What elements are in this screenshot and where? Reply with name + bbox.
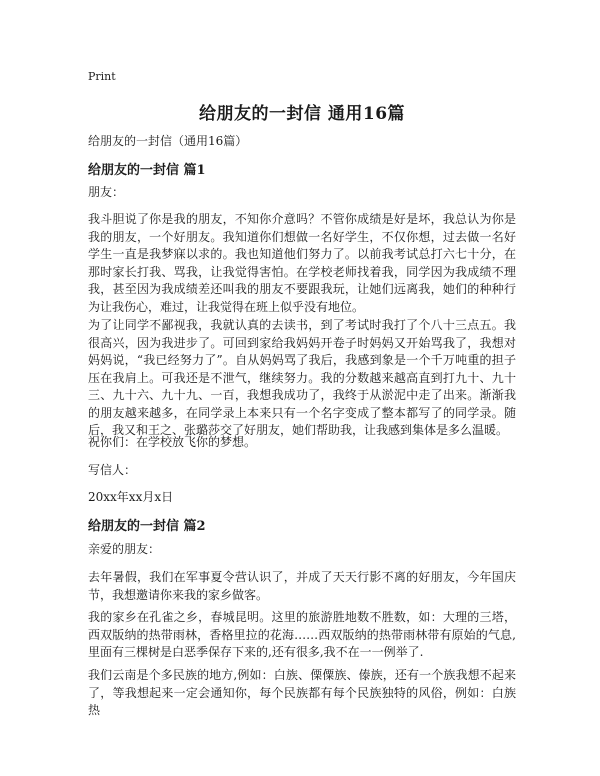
section-1-signature-label: 写信人： xyxy=(88,463,137,477)
section-2-paragraph-3: 我们云南是个多民族的地方,例如：白族、傈僳族、傣族，还有一个族我想不起来了，等我想起来一定会通知你，每个民族都有每个民族独特的风俗，例如：白族热 xyxy=(88,668,516,717)
section-1-paragraph-2: 为了让同学不鄙视我，我就认真的去读书，到了考试时我打了个八十三点五。我很高兴，因为我进步了。可回到家给我妈妈开卷子时妈妈又开始骂我了，我想对妈妈说，“我已经努力了”。自从妈妈骂了我后，我感到象是一个千万吨重的担子压在我肩上。可我还是不泄气，继续努力。我的分数越来越高直到打九十、九十三、九十六、九十九、一百，我想我成功了，我终于从淤泥中走了出来。渐渐我的朋友越来越多，在同学录上本来只有一个名字变成了整本都写了的同学录。随后，我又和王之、张璐莎交了好朋友，她们帮助我，让我感到集体是多么温暖。 xyxy=(88,318,516,437)
document-title: 给朋友的一封信 通用16篇 xyxy=(198,104,406,124)
print-link[interactable]: Print xyxy=(88,70,116,83)
document-subtitle: 给朋友的一封信（通用16篇） xyxy=(88,134,248,148)
section-2-heading: 给朋友的一封信 篇2 xyxy=(88,519,206,534)
section-1-wish: 祝你们：在学校放飞你的梦想。 xyxy=(88,435,257,449)
section-1-salutation: 朋友： xyxy=(88,185,125,199)
section-1-paragraph-1: 我斗胆说了你是我的朋友，不知你介意吗？不管你成绩是好是坏，我总认为你是我的朋友，一个好朋友。我知道你们想做一名好学生，不仅你想，过去做一名好学生一直是我梦寐以求的。我也知道他们努力了。以前我考试总打六七十分，在那时家长打我、骂我，让我觉得害怕。在学校老师找着我，同学因为我成绩不理我，甚至因为我成绩差还叫我的朋友不要跟我玩，让她们远离我，她们的种种行为让我伤心，难过，让我觉得在班上似乎没有地位。 xyxy=(88,212,516,314)
section-1-date: 20xx年xx月x日 xyxy=(88,490,174,504)
section-2-paragraph-1: 去年暑假，我们在军事夏令营认识了，并成了天天行影不离的好朋友，今年国庆节，我想邀请你来我的家乡做客。 xyxy=(88,570,516,602)
section-2-paragraph-2: 我的家乡在孔雀之乡，春城昆明。这里的旅游胜地数不胜数，如：大理的三塔，西双版纳的热带雨林，香格里拉的花海……西双版纳的热带雨林带有原始的气息,里面有三棵树是白恶季保存下来的,还有很多,我不在一一例举了. xyxy=(88,610,516,659)
section-1-heading: 给朋友的一封信 篇1 xyxy=(88,163,206,178)
section-2-salutation: 亲爱的朋友： xyxy=(88,542,161,556)
